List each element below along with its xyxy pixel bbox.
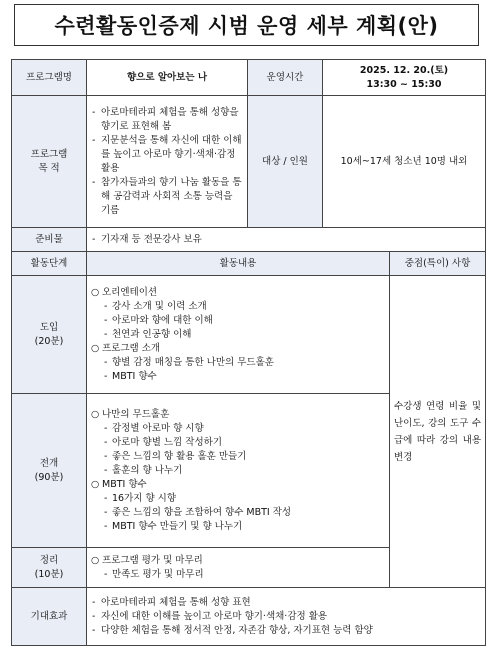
stage-content-develop xyxy=(87,394,390,548)
activity-item: - 만족도 평가 및 마무리 xyxy=(103,568,385,582)
stage-content-wrapup xyxy=(87,548,390,588)
activity-item: - 아로마 향별 느낌 작성하기 xyxy=(103,436,385,450)
activity-header-row xyxy=(12,252,486,276)
note-header: 중점(특이) 사항 xyxy=(390,252,486,276)
document-title: 수련활동인증제 시범 운영 세부 계획(안) xyxy=(14,4,479,46)
time-value xyxy=(323,60,486,96)
activity-list xyxy=(91,300,385,342)
activity-heading: ○ 프로그램 소개 xyxy=(91,342,385,356)
plan-table xyxy=(11,59,486,646)
activity-item: - 천연과 인공향 이해 xyxy=(103,328,385,342)
activity-item: - 16가지 향 시향 xyxy=(103,492,385,506)
effect-row xyxy=(12,588,486,646)
activity-item: - 아로마와 향에 대한 이해 xyxy=(103,314,385,328)
content-header: 활동내용 xyxy=(87,252,390,276)
stage-duration: (20분) xyxy=(34,335,64,347)
list-item: - 아로마테라피 체험을 통해 성향을 향기로 표현해 봄 xyxy=(91,106,243,134)
note-cell: 수강생 연령 비율 및 난이도, 강의 도구 수급에 따라 강의 내용 변경 xyxy=(390,276,486,588)
prep-list xyxy=(91,233,481,247)
effect-label: 기대효과 xyxy=(12,588,87,646)
time-label: 운영시간 xyxy=(248,60,323,96)
effect-list xyxy=(91,596,481,638)
goal-label-line-1: 프로그램 xyxy=(30,148,68,160)
activity-item: - MBTI 향수 만들기 및 향 나누기 xyxy=(103,520,385,534)
list-item: - 아로마테라피 체험을 통해 성향 표현 xyxy=(91,596,481,610)
activity-heading: ○ 프로그램 평가 및 마무리 xyxy=(91,554,385,568)
list-item: - 지문분석을 통해 자신에 대한 이해를 높이고 아로마 향기·색채·감정 활용 xyxy=(91,134,243,176)
activity-heading: ○ 나만의 무드홀훈 xyxy=(91,408,385,422)
stage-label-intro xyxy=(12,276,87,394)
program-name-value: 향으로 알아보는 나 xyxy=(87,60,248,96)
activity-list xyxy=(91,568,385,582)
activity-item: - 강사 소개 및 이력 소개 xyxy=(103,300,385,314)
stage-name: 도입 xyxy=(39,321,59,333)
prep-value-cell xyxy=(87,228,486,252)
activity-item: - 감정별 아로마 향 시향 xyxy=(103,422,385,436)
activity-list xyxy=(91,422,385,478)
goal-row xyxy=(12,96,486,228)
stage-duration: (90분) xyxy=(34,471,64,483)
activity-heading: ○ 오리엔테이션 xyxy=(91,286,385,300)
program-name-row xyxy=(12,60,486,96)
goal-label-line-2: 목 적 xyxy=(38,162,60,174)
list-item: - 자신에 대한 이해를 높이고 아로마 향기·색채·감정 활용 xyxy=(91,610,481,624)
stage-label-develop xyxy=(12,394,87,548)
effect-list-cell xyxy=(87,588,486,646)
stage-content-intro xyxy=(87,276,390,394)
activity-list xyxy=(91,356,385,384)
prep-label: 준비물 xyxy=(12,228,87,252)
activity-item: - MBTI 향수 xyxy=(103,370,385,384)
activity-list xyxy=(91,492,385,534)
activity-item: - 좋은 느낌의 향 활용 홀훈 만들기 xyxy=(103,450,385,464)
activity-item: - 좋은 느낌의 향을 조합하여 향수 MBTI 작성 xyxy=(103,506,385,520)
stage-header: 활동단계 xyxy=(12,252,87,276)
prep-value: - 기자재 등 전문강사 보유 xyxy=(91,233,481,247)
time-text: 13:30 ~ 15:30 xyxy=(366,78,442,90)
stage-duration: (10분) xyxy=(34,568,64,580)
prep-row xyxy=(12,228,486,252)
stage-label-wrapup xyxy=(12,548,87,588)
stage-row-intro xyxy=(12,276,486,394)
stage-name: 전개 xyxy=(39,457,59,469)
activity-item: - 홀훈의 향 나누기 xyxy=(103,464,385,478)
target-value: 10세~17세 청소년 10명 내외 xyxy=(323,96,486,228)
goal-label xyxy=(12,96,87,228)
target-label: 대상 / 인원 xyxy=(248,96,323,228)
date-text: 2025. 12. 20.(토) xyxy=(359,64,449,76)
list-item: - 다양한 체험을 통해 정서적 안정, 자존감 향상, 자기표현 능력 함양 xyxy=(91,624,481,638)
activity-heading: ○ MBTI 향수 xyxy=(91,478,385,492)
program-name-label: 프로그램명 xyxy=(12,60,87,96)
list-item: - 참가자들과의 향기 나눔 활동을 통해 공감력과 사회적 소통 능력을 기름 xyxy=(91,176,243,218)
goal-list xyxy=(91,106,243,218)
activity-item: - 향별 감정 매칭을 통한 나만의 무드홀훈 xyxy=(103,356,385,370)
goal-list-cell xyxy=(87,96,248,228)
stage-name: 정리 xyxy=(39,554,59,566)
